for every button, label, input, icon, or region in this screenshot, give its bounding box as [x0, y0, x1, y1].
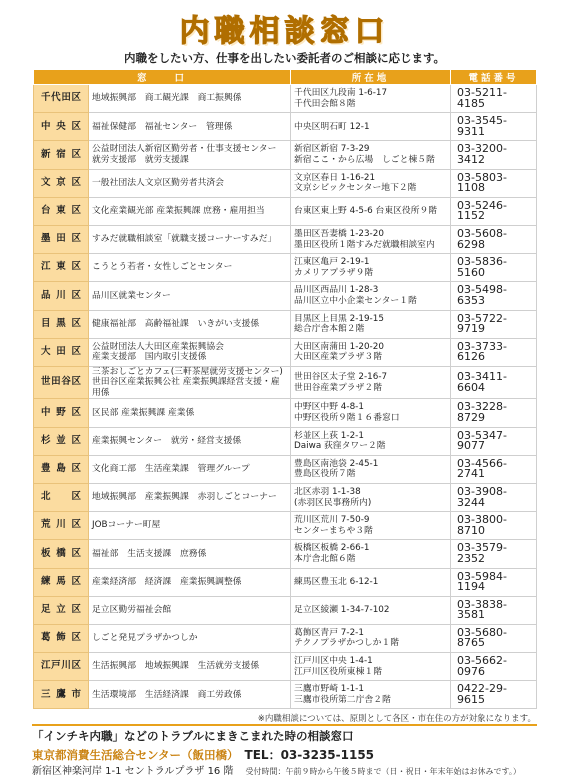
reception-hours: 受付時間：午前９時から午後５時まで（日・祝日・年末年始はお休みです。）	[245, 767, 521, 776]
table-row	[34, 681, 537, 709]
page-subtitle: 内職をしたい方、仕事を出したい委託者のご相談に応じます。	[123, 51, 446, 65]
office-cell: 文化商工部 生活産業課 管理グループ	[89, 455, 291, 483]
phone-cell: 0422-29-9615	[451, 681, 537, 709]
ward-cell: 江戸川区	[34, 653, 89, 681]
phone-cell: 03-5662-0976	[451, 653, 537, 681]
table-row	[34, 455, 537, 483]
address-cell: 世田谷区太子堂 2-16-7 世田谷産業プラザ２階	[291, 366, 451, 399]
consumer-center-address: 新宿区神楽河岸 1-1 セントラルプラザ 16 階	[32, 766, 234, 777]
ward-cell: 杉並区	[34, 427, 89, 455]
phone-cell: 03-3733-6126	[451, 338, 537, 366]
office-cell: JOBコーナー町屋	[89, 512, 291, 540]
table-row	[34, 282, 537, 310]
table-row	[34, 310, 537, 338]
address-cell: 杉並区上荻 1-2-1 Daiwa 荻窪タワー２階	[291, 427, 451, 455]
phone-cell: 03-5803-1108	[451, 169, 537, 197]
ward-cell: 大田区	[34, 338, 89, 366]
consumer-center-tel: TEL：03-3235-1155	[244, 748, 375, 762]
table-row	[34, 254, 537, 282]
ward-cell: 台東区	[34, 197, 89, 225]
page-title: 内職相談窓口	[179, 14, 390, 49]
phone-cell: 03-5680-8765	[451, 624, 537, 652]
phone-cell: 03-3908-3244	[451, 483, 537, 511]
office-cell: 地域振興部 産業振興課 赤羽しごとコーナー	[89, 483, 291, 511]
phone-cell: 03-5498-6353	[451, 282, 537, 310]
trouble-heading: 「インチキ内職」などのトラブルにまきこまれた時の相談窓口	[32, 729, 354, 743]
phone-cell: 03-3411-6604	[451, 366, 537, 399]
address-cell: 三鷹市野崎 1-1-1 三鷹市役所第二庁舎２階	[291, 681, 451, 709]
address-cell: 中央区明石町 12-1	[291, 113, 451, 141]
consumer-center-line	[32, 746, 374, 763]
ward-cell: 荒川区	[34, 512, 89, 540]
office-cell: 区民部 産業振興課 産業係	[89, 399, 291, 427]
table-row	[34, 427, 537, 455]
phone-cell: 03-5836-5160	[451, 254, 537, 282]
address-cell: 千代田区九段南 1-6-17 千代田会館８階	[291, 85, 451, 113]
phone-cell: 03-3200-3412	[451, 141, 537, 169]
address-cell: 練馬区豊玉北 6-12-1	[291, 568, 451, 596]
table-row	[34, 653, 537, 681]
ward-cell: 品川区	[34, 282, 89, 310]
table-row	[34, 596, 537, 624]
phone-cell: 03-3228-8729	[451, 399, 537, 427]
ward-cell: 墨田区	[34, 225, 89, 253]
ward-cell: 豊島区	[34, 455, 89, 483]
office-cell: 生活環境部 生活経済課 商工労政係	[89, 681, 291, 709]
address-cell: 葛飾区青戸 7-2-1 テクノプラザかつしか１階	[291, 624, 451, 652]
office-cell: 福祉部 生活支援課 庶務係	[89, 540, 291, 568]
address-cell: 目黒区上目黒 2-19-15 総合庁舎本館２階	[291, 310, 451, 338]
consultation-table	[33, 69, 537, 709]
header-phone: 電話番号	[451, 70, 537, 85]
header-window: 窓 口	[34, 70, 291, 85]
office-cell: 公益財団法人新宿区勤労者・仕事支援センター 就労支援部 就労支援課	[89, 141, 291, 169]
address-cell: 中野区中野 4-8-1 中野区役所９階１６番窓口	[291, 399, 451, 427]
office-cell: 足立区勤労福祉会館	[89, 596, 291, 624]
table-row	[34, 197, 537, 225]
table-row	[34, 568, 537, 596]
table-row	[34, 366, 537, 399]
table-row	[34, 113, 537, 141]
ward-cell: 世田谷区	[34, 366, 89, 399]
consumer-center-name: 東京都消費生活総合センター（飯田橋）	[32, 748, 239, 762]
office-cell: 生活振興部 地域振興課 生活就労支援係	[89, 653, 291, 681]
address-cell: 北区赤羽 1-1-38 (赤羽区民事務所内)	[291, 483, 451, 511]
office-cell: こうとう若者・女性しごとセンター	[89, 254, 291, 282]
table-row	[34, 512, 537, 540]
phone-cell: 03-5347-9077	[451, 427, 537, 455]
ward-cell: 練馬区	[34, 568, 89, 596]
table-row	[34, 540, 537, 568]
office-cell: すみだ就職相談室「就職支援コーナーすみだ」	[89, 225, 291, 253]
office-cell: 公益財団法人大田区産業振興協会 産業支援部 国内取引支援係	[89, 338, 291, 366]
ward-cell: 三鷹市	[34, 681, 89, 709]
address-cell: 足立区綾瀬 1-34-7-102	[291, 596, 451, 624]
address-cell: 台東区東上野 4-5-6 台東区役所９階	[291, 197, 451, 225]
office-cell: 福祉保健部 福祉センター 管理係	[89, 113, 291, 141]
title-wrap	[0, 6, 569, 50]
address-cell: 文京区春日 1-16-21 文京シビックセンター地下２階	[291, 169, 451, 197]
table-row	[34, 338, 537, 366]
address-cell: 荒川区荒川 7-50-9 センターまちや３階	[291, 512, 451, 540]
phone-cell: 03-5246-1152	[451, 197, 537, 225]
phone-cell: 03-3579-2352	[451, 540, 537, 568]
ward-cell: 千代田区	[34, 85, 89, 113]
header-address: 所在地	[291, 70, 451, 85]
address-cell: 板橋区板橋 2-66-1 本庁舎北館６階	[291, 540, 451, 568]
office-cell: 一般社団法人文京区勤労者共済会	[89, 169, 291, 197]
address-cell: 大田区南蒲田 1-20-20 大田区産業プラザ３階	[291, 338, 451, 366]
table-row	[34, 225, 537, 253]
ward-cell: 江東区	[34, 254, 89, 282]
table-row	[34, 85, 537, 113]
table-row	[34, 399, 537, 427]
table-row	[34, 624, 537, 652]
ward-cell: 中央区	[34, 113, 89, 141]
ward-cell: 板橋区	[34, 540, 89, 568]
phone-cell: 03-3838-3581	[451, 596, 537, 624]
ward-cell: 北区	[34, 483, 89, 511]
ward-cell: 足立区	[34, 596, 89, 624]
office-cell: しごと発見プラザかつしか	[89, 624, 291, 652]
office-cell: 地域振興部 商工観光課 商工振興係	[89, 85, 291, 113]
office-cell: 品川区就業センター	[89, 282, 291, 310]
office-cell: 産業経済部 経済課 産業振興調整係	[89, 568, 291, 596]
office-cell: 文化産業観光部 産業振興課 庶務・雇用担当	[89, 197, 291, 225]
phone-cell: 03-5608-6298	[451, 225, 537, 253]
table-row	[34, 169, 537, 197]
address-cell: 江戸川区中央 1-4-1 江戸川区役所東棟１階	[291, 653, 451, 681]
ward-cell: 中野区	[34, 399, 89, 427]
table-header-row	[34, 70, 537, 85]
table-row	[34, 141, 537, 169]
eligibility-note: ※内職相談については、原則として各区・市在住の方が対象になります。	[257, 714, 536, 724]
phone-cell: 03-5211-4185	[451, 85, 537, 113]
address-cell: 墨田区吾妻橋 1-23-20 墨田区役所１階すみだ就職相談室内	[291, 225, 451, 253]
address-cell: 江東区亀戸 2-19-1 カメリアプラザ９階	[291, 254, 451, 282]
ward-cell: 目黒区	[34, 310, 89, 338]
phone-cell: 03-4566-2741	[451, 455, 537, 483]
office-cell: 健康福祉部 高齢福祉課 いきがい支援係	[89, 310, 291, 338]
address-cell: 豊島区南池袋 2-45-1 豊島区役所７階	[291, 455, 451, 483]
table-body	[34, 85, 537, 709]
office-cell: 三茶おしごとカフェ(三軒茶屋就労支援センター) 世田谷区産業振興公社 産業振興課経営支援・雇用係	[89, 366, 291, 399]
address-cell: 品川区西品川 1-28-3 品川区立中小企業センター１階	[291, 282, 451, 310]
address-cell: 新宿区新宿 7-3-29 新宿ここ・から広場 しごと棟５階	[291, 141, 451, 169]
phone-cell: 03-5722-9719	[451, 310, 537, 338]
ward-cell: 新宿区	[34, 141, 89, 169]
phone-cell: 03-3800-8710	[451, 512, 537, 540]
table-row	[34, 483, 537, 511]
ward-cell: 文京区	[34, 169, 89, 197]
ward-cell: 葛飾区	[34, 624, 89, 652]
bottom-divider	[32, 724, 537, 726]
phone-cell: 03-5984-1194	[451, 568, 537, 596]
phone-cell: 03-3545-9311	[451, 113, 537, 141]
office-cell: 産業振興センター 就労・経営支援係	[89, 427, 291, 455]
